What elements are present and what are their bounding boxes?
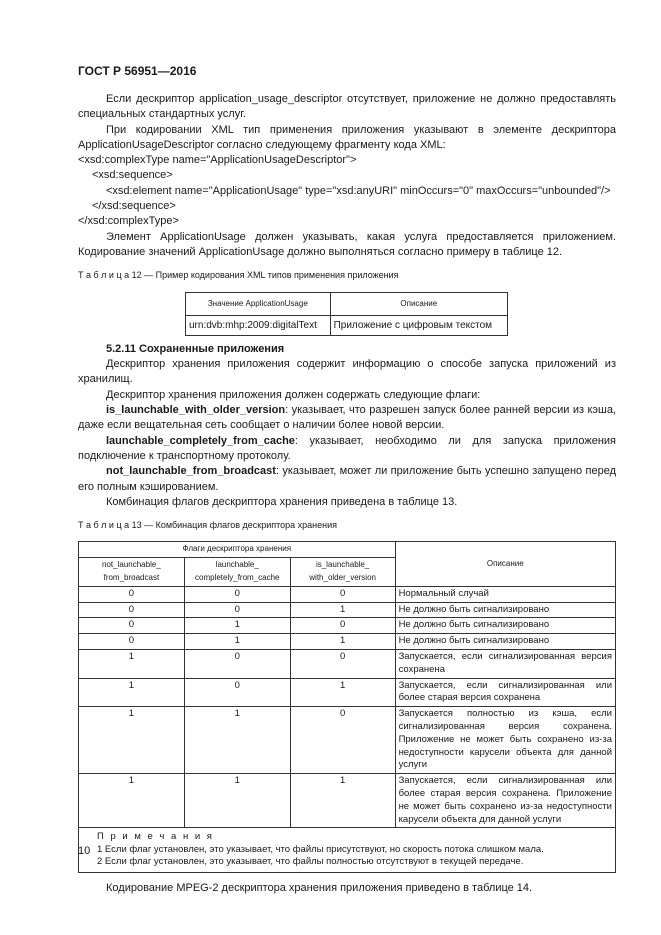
paragraph: Кодирование MPEG-2 дескриптора хранения приложения приведено в таблице 14. (106, 881, 533, 894)
flag-value-cell: 0 (79, 586, 185, 602)
table-13 (78, 541, 616, 872)
note: 2 Если флаг установлен, это указывает, что файлы полностью отсутствуют в текущей передаче. (97, 856, 524, 868)
table-row (79, 707, 616, 774)
flag-description (78, 434, 616, 465)
paragraph: Комбинация флагов дескриптора хранения приведена в таблице 13. (106, 495, 458, 508)
table-12-caption (78, 268, 616, 283)
caption-text: 12 — Пример кодирования XML типов применения приложения (131, 270, 399, 281)
flag-value-cell: 0 (290, 707, 395, 774)
column-header: is_launchable_ with_older_version (290, 558, 395, 587)
flag-value-cell: 0 (290, 586, 395, 602)
table-row (79, 618, 616, 634)
section-title: 5.2.11 Сохраненные приложения (106, 342, 285, 355)
description-cell: Запускается, если сигнализированная или более старая версия сохранена (395, 678, 615, 707)
flag-value-cell: 0 (79, 618, 185, 634)
table-row (79, 774, 616, 828)
xml-code-block (78, 153, 616, 229)
table-body (79, 586, 616, 828)
caption-prefix: Т а б л и ц а (78, 270, 130, 281)
flag-value-cell: 1 (290, 774, 395, 828)
description-cell: Нормальный случай (395, 586, 615, 602)
paragraph: Дескриптор хранения приложения должен содержать следующие флаги: (106, 388, 481, 401)
flag-value-cell: 0 (290, 618, 395, 634)
flag-name: not_launchable_from_broadcast (106, 465, 276, 478)
description-cell: Запускается, если сигнализированная или более старая версия сохранена. Приложение не может быть сохранено из-за недоступности карусели объекта для данной услуги (395, 774, 615, 828)
paragraph: Элемент ApplicationUsage должен указывать, какая услуга предоставляется приложением. Кодирование значений ApplicationUsage должно выполняться согласно примеру в таблице 12. (78, 230, 616, 258)
flag-name: launchable_completely_from_cache (106, 434, 295, 447)
paragraph: При кодировании XML тип применения приложения указывают в элементе дескриптора ApplicationUsageDescriptor согласно следующему фрагменту кода XML: (78, 123, 616, 151)
flag-value-cell: 1 (79, 678, 185, 707)
flag-value-cell: 1 (184, 618, 290, 634)
page-content (78, 92, 616, 896)
flag-value-cell: 0 (184, 678, 290, 707)
table-notes (79, 828, 616, 873)
description-cell: Не должно быть сигнализировано (395, 602, 615, 618)
flag-value-cell: 1 (290, 602, 395, 618)
table-13-caption (78, 518, 616, 533)
flag-value-cell: 0 (79, 634, 185, 650)
code-line: <xsd:complexType name="ApplicationUsageDescriptor"> (78, 154, 357, 167)
table-row (79, 678, 616, 707)
flag-value-cell: 0 (184, 602, 290, 618)
flag-description (78, 464, 616, 495)
code-line: </xsd:sequence> (92, 200, 176, 213)
flag-description (78, 403, 616, 434)
paragraph: Если дескриптор application_usage_descriptor отсутствует, приложение не должно предоставлять специальных стандартных услуг. (78, 93, 616, 121)
flag-value-cell: 1 (290, 634, 395, 650)
description-cell: Запускается полностью из кэша, если сигнализированная версия сохранена. Приложение не может быть сохранено из-за недоступности карусели объекта для данной услуги (395, 707, 615, 774)
flag-value-cell: 1 (184, 707, 290, 774)
flag-value-cell: 1 (290, 678, 395, 707)
code-line: <xsd:element name="ApplicationUsage" type="xsd:anyURI" minOccurs="0" maxOccurs="unbounded"/> (106, 184, 611, 197)
flag-value-cell: 0 (184, 586, 290, 602)
table-row (79, 634, 616, 650)
table-cell: urn:dvb:mhp:2009:digitalText (186, 315, 331, 335)
page-number: 10 (78, 845, 91, 857)
flag-value-cell: 1 (79, 650, 185, 679)
flag-value-cell: 1 (79, 774, 185, 828)
flag-value-cell: 1 (79, 707, 185, 774)
paragraph: Дескриптор хранения приложения содержит информацию о способе запуска приложений из хранилищ. (78, 358, 616, 386)
flag-value-cell: 0 (290, 650, 395, 679)
table-row (79, 586, 616, 602)
description-header: Описание (395, 542, 615, 586)
caption-prefix: Т а б л и ц а (78, 520, 130, 531)
description-cell: Не должно быть сигнализировано (395, 618, 615, 634)
table-row (79, 602, 616, 618)
flag-text: : указывает, необходимо ли для запуска приложения подключение к транспортному протоколу. (78, 434, 616, 462)
table-header: Описание (330, 292, 507, 315)
caption-text: 13 — Комбинация флагов дескриптора хранения (131, 520, 338, 531)
code-line: <xsd:sequence> (92, 169, 173, 182)
table-row (79, 650, 616, 679)
note: 1 Если флаг установлен, это указывает, что файлы присутствуют, но скорость потока слишком мала. (97, 843, 544, 855)
flag-text: : указывает, может ли приложение быть успешно запущено перед его полным кэшированием. (78, 465, 616, 493)
flag-name: is_launchable_with_older_version (106, 404, 286, 417)
flag-value-cell: 0 (184, 650, 290, 679)
column-header: not_launchable_ from_broadcast (79, 558, 185, 587)
description-cell: Запускается, если сигнализированная версия сохранена (395, 650, 615, 679)
description-cell: Не должно быть сигнализировано (395, 634, 615, 650)
table-cell: Приложение с цифровым текстом (330, 315, 507, 335)
table-header: Значение ApplicationUsage (186, 292, 331, 315)
notes-title: П р и м е ч а н и я (97, 831, 214, 843)
flag-value-cell: 0 (79, 602, 185, 618)
document-header: ГОСТ Р 56951—2016 (78, 64, 197, 78)
code-line: </xsd:complexType> (78, 215, 179, 228)
flag-text: : указывает, что разрешен запуск более ранней версии из кэша, даже если вещательная сеть сообщает о наличии более новой версии. (78, 404, 616, 432)
table-12 (185, 292, 508, 336)
flag-value-cell: 1 (184, 634, 290, 650)
column-header: launchable_ completely_from_cache (184, 558, 290, 587)
flag-value-cell: 1 (184, 774, 290, 828)
group-header: Флаги дескриптора хранения (79, 542, 396, 558)
